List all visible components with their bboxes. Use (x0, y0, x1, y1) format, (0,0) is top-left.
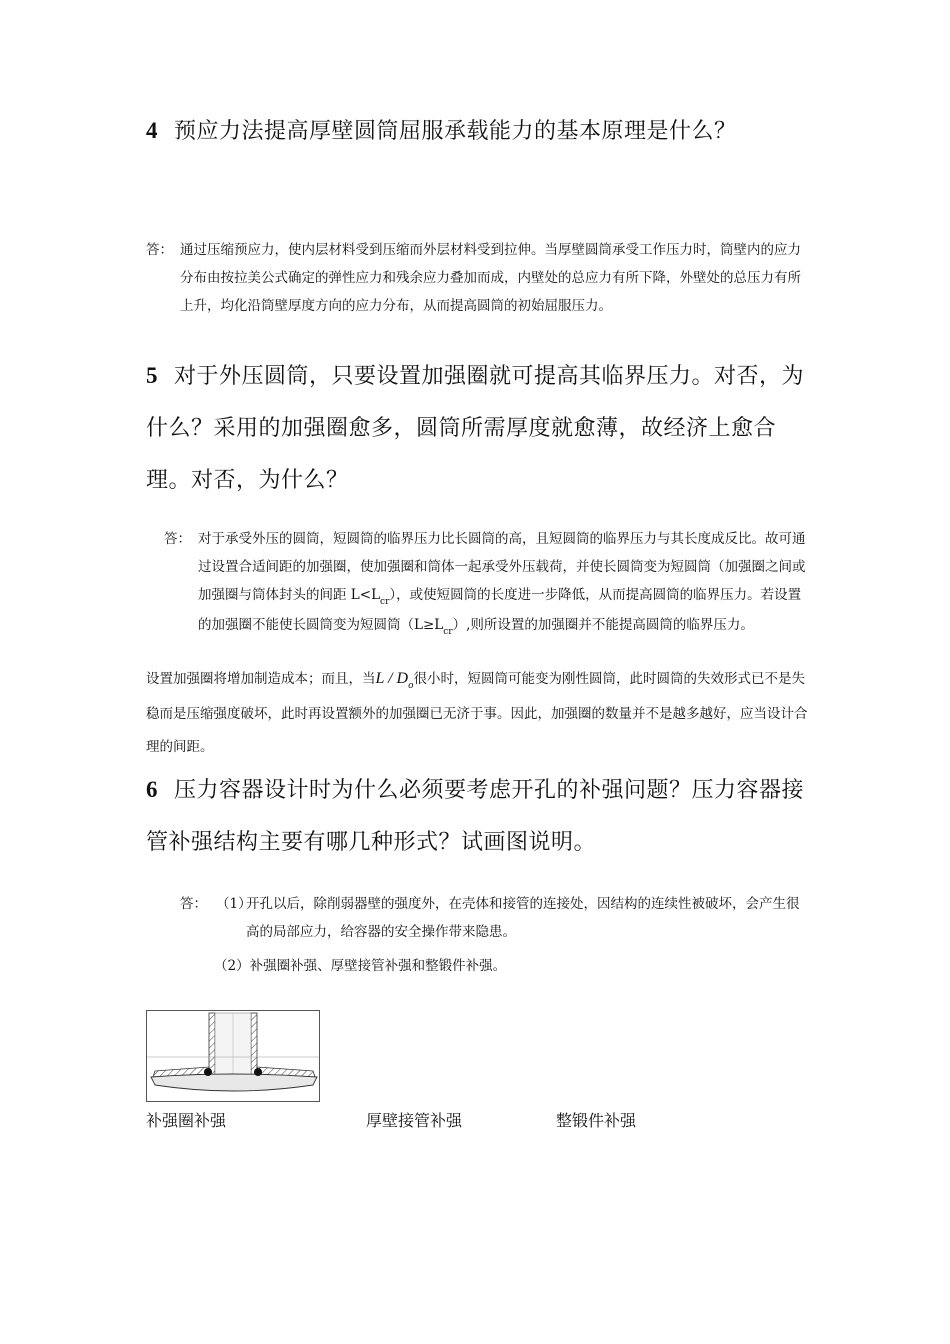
question-4-number: 4 (146, 118, 158, 143)
answer-4 (146, 236, 812, 320)
answer-5-part3: ）,则所设置的加强圈并不能提高圆筒的临界压力。 (452, 617, 754, 633)
answer-5-text (198, 525, 812, 641)
answer-5 (164, 525, 812, 641)
question-6-number: 6 (146, 777, 158, 802)
answer-6 (180, 890, 812, 946)
answer-4-label: 答： (146, 242, 173, 258)
subscript-cr: cr (380, 597, 390, 607)
caption-thick-wall-nozzle: 厚壁接管补强 (366, 1111, 463, 1130)
answer-4-text: 通过压缩预应力，使内层材料受到压缩而外层材料受到拉伸。当厚壁圆筒承受工作压力时，筒壁内的应力分布由按拉美公式确定的弹性应力和残余应力叠加而成，内壁处的总应力有所下降，外壁处的总压力有所上升，均化沿筒壁厚度方向的应力分布，从而提高圆筒的初始屈服压力。 (180, 242, 801, 314)
answer-6-item1-label: （1） (216, 896, 252, 912)
question-5 (146, 350, 812, 507)
question-4 (146, 108, 812, 155)
answer-6-item2: （2）补强圈补强、厚壁接管补强和整锻件补强。 (214, 958, 507, 974)
caption-forged-insert: 整锻件补强 (556, 1111, 637, 1130)
question-6 (146, 764, 812, 869)
answer-5-label: 答： (164, 531, 191, 547)
question-4-title: 预应力法提高厚壁圆筒屈服承载能力的基本原理是什么？ (174, 119, 737, 144)
answer-5-part2: ），或使短圆筒的长度进一步降低，从而提高圆筒的临界压力。若设置的加强圈不能使长圆筒变为短圆筒（L≥L (198, 587, 802, 633)
answer-6-item1: 开孔以后，除削弱器壁的强度外，在壳体和接管的连接处，因结构的连续性被破坏，会产生很高的局部应力，给容器的安全操作带来隐患。 (246, 896, 800, 940)
math-l-over-d: L / D (375, 670, 409, 687)
subscript-cr: cr (443, 627, 453, 637)
answer-6-label: 答： (180, 896, 207, 912)
question-5-number: 5 (146, 363, 158, 388)
caption-reinforcing-pad: 补强圈补强 (146, 1111, 227, 1130)
reinforcing-pad-drawing (147, 1011, 319, 1101)
question-6-title: 压力容器设计时为什么必须要考虑开孔的补强问题？压力容器接管补强结构主要有哪几种形式？试画图说明。 (146, 778, 805, 855)
answer-5-part1: 对于承受外压的圆筒，短圆筒的临界压力比长圆筒的高，且短圆筒的临界压力与其长度成反比。故可通过设置合适间距的加强圈，使加强圈和筒体一起承受外压载荷，并使长圆筒变为短圆筒（加强圈之间或加强圈与筒体封头的间距 L<L (198, 531, 806, 603)
reinforcing-pad-figure (146, 1010, 320, 1102)
para2-end: 很小时，短圆筒可能变为刚性圆筒，此时圆筒的失效形式已不是失稳而是压缩强度破坏，此时再设置额外的加强圈已无济于事。因此，加强圈的数量并不是越多越好，应当设计合理的间距。 (146, 671, 808, 755)
answer-5-paragraph-2 (146, 662, 812, 764)
para2-start: 设置加强圈将增加制造成本；而且，当 (146, 671, 376, 687)
question-5-title: 对于外压圆筒，只要设置加强圈就可提高其临界压力。对否，为什么？采用的加强圈愈多，圆筒所需厚度就愈薄，故经济上愈合理。对否，为什么？ (146, 364, 805, 493)
math-subscript-o: o (408, 681, 414, 691)
